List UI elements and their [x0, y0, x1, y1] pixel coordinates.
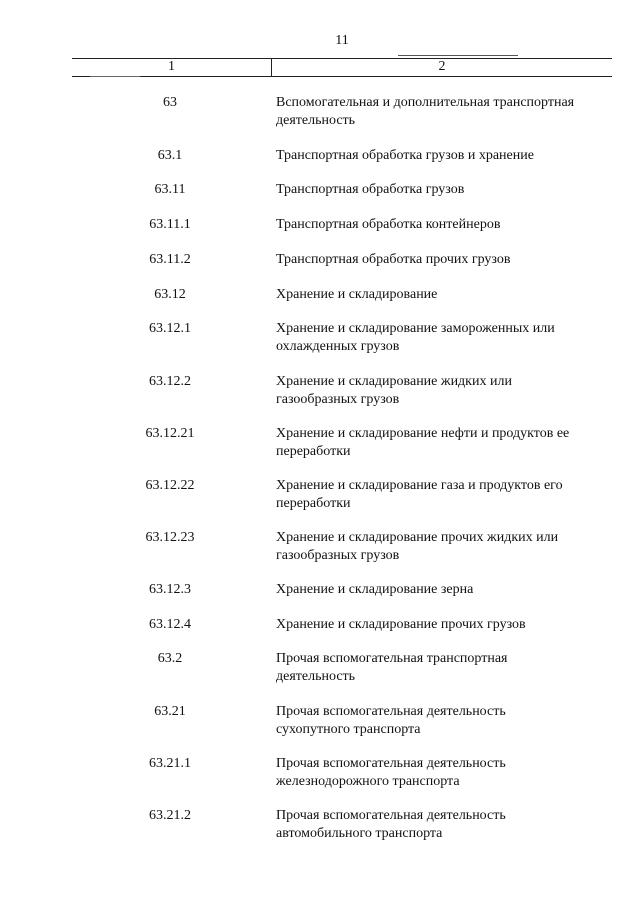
- activity-code: 63.12.4: [149, 617, 191, 632]
- activity-code: 63.12.21: [145, 426, 195, 441]
- activity-code: 63.11.1: [149, 217, 191, 232]
- activity-name: Транспортная обработка грузов и хранение: [276, 148, 534, 163]
- activity-name: Транспортная обработка прочих грузов: [276, 252, 511, 267]
- activity-name: Прочая вспомогательная транспортная деятельность: [276, 651, 508, 684]
- activity-name: Прочая вспомогательная деятельность сухопутного транспорта: [276, 704, 506, 737]
- page-number: 11: [335, 33, 349, 48]
- activity-code: 63.1: [157, 148, 183, 163]
- scan-artifact-line: [398, 55, 518, 56]
- activity-name: Хранение и складирование прочих грузов: [276, 617, 526, 632]
- activity-name: Хранение и складирование: [276, 287, 438, 302]
- activity-code: 63.11: [154, 182, 186, 197]
- activity-name: Хранение и складирование жидких или газообразных грузов: [276, 374, 512, 407]
- activity-code: 63.12: [154, 287, 186, 302]
- table-header-col1: 1: [72, 59, 272, 76]
- activity-code: 63.12.1: [149, 321, 191, 336]
- activity-code: 63.11.2: [149, 252, 191, 267]
- activity-name: Транспортная обработка грузов: [276, 182, 465, 197]
- activity-name: Хранение и складирование прочих жидких или газообразных грузов: [276, 530, 559, 563]
- activity-name: Хранение и складирование газа и продуктов его переработки: [276, 478, 563, 511]
- activity-name: Прочая вспомогательная деятельность автомобильного транспорта: [276, 808, 506, 841]
- activity-name: Вспомогательная и дополнительная транспортная деятельность: [276, 95, 575, 128]
- table-header-col2: 2: [438, 59, 446, 74]
- activity-code: 63.12.23: [145, 530, 195, 545]
- activity-code: 63.21.1: [149, 756, 191, 771]
- table-header: [72, 58, 612, 77]
- activity-code: 63.12.3: [149, 582, 191, 597]
- activity-name: Прочая вспомогательная деятельность железнодорожного транспорта: [276, 756, 506, 789]
- activity-code: 63: [163, 95, 177, 110]
- activity-code: 63.21: [154, 704, 186, 719]
- activity-code: 63.12.22: [145, 478, 195, 493]
- activity-code: 63.12.2: [149, 374, 191, 389]
- activity-name: Хранение и складирование замороженных или охлажденных грузов: [276, 321, 555, 354]
- activity-name: Хранение и складирование нефти и продуктов ее переработки: [276, 426, 570, 459]
- scan-artifact-line: [90, 76, 140, 77]
- activity-name: Хранение и складирование зерна: [276, 582, 474, 597]
- activity-code: 63.2: [157, 651, 183, 666]
- activity-code: 63.21.2: [149, 808, 191, 823]
- activity-name: Транспортная обработка контейнеров: [276, 217, 501, 232]
